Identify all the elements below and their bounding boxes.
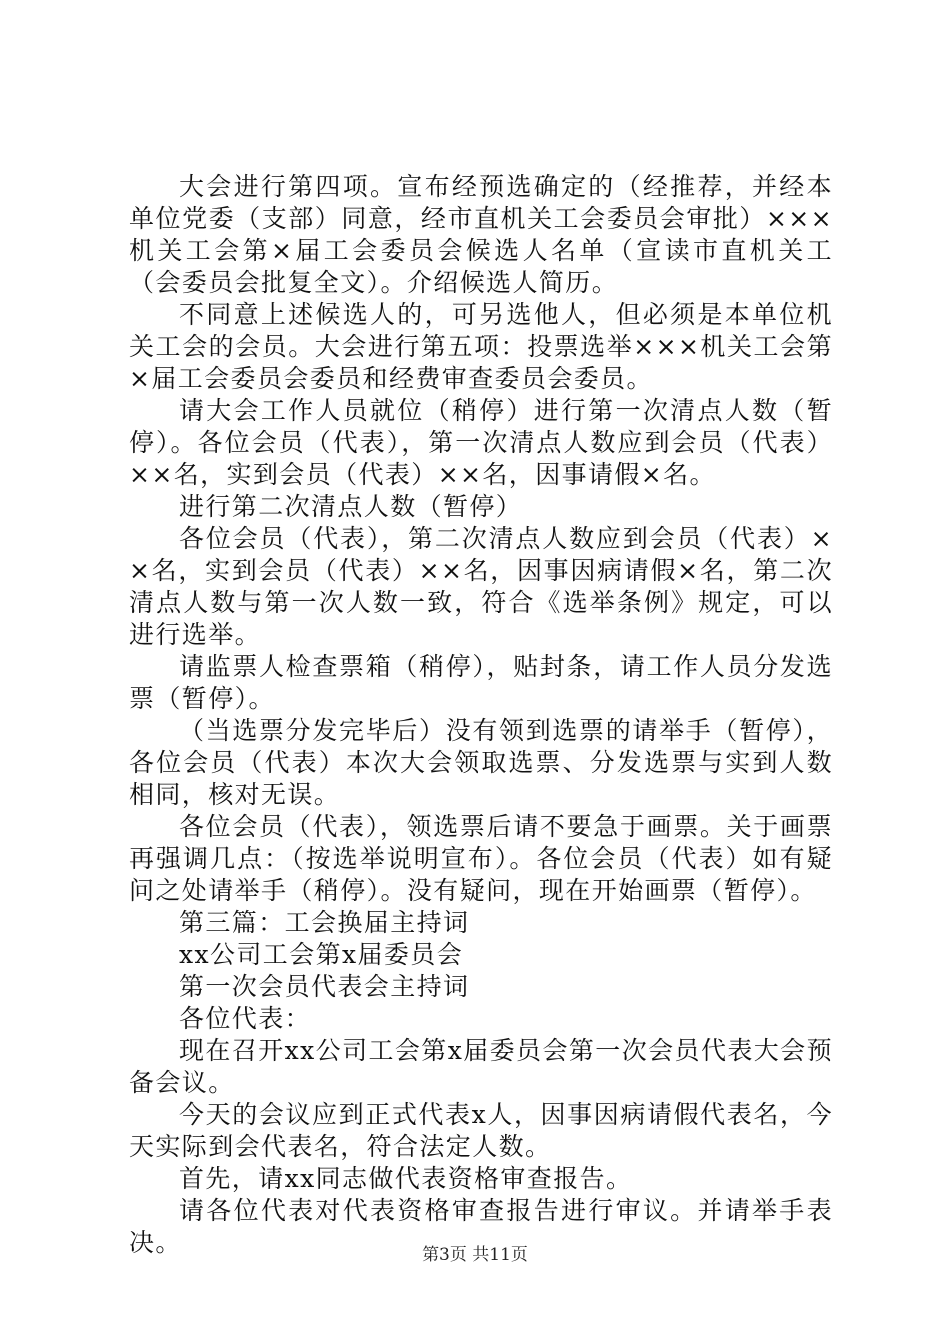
paragraph: 请各位代表对代表资格审查报告进行审议。并请举手表决。 xyxy=(129,1196,833,1257)
section-title: 第三篇：工会换届主持词 xyxy=(179,908,470,937)
paragraph: 首先，请xx同志做代表资格审查报告。 xyxy=(179,1164,633,1193)
page-footer: 第3页 共11页 xyxy=(422,1245,528,1265)
paragraph: 各位会员（代表），第二次清点人数应到会员（代表）××名，实到会员（代表）××名，因事因病请假×名，第二次清点人数与第一次人数一致，符合《选举条例》规定，可以进行选举。 xyxy=(129,524,833,649)
paragraph: 不同意上述候选人的，可另选他人，但必须是本单位机关工会的会员。大会进行第五项：投票选举×××机关工会第×届工会委员会委员和经费审查委员会委员。 xyxy=(129,300,833,393)
paragraph: xx公司工会第x届委员会 xyxy=(179,940,464,969)
paragraph: 今天的会议应到正式代表x人，因事因病请假代表名，今天实际到会代表名，符合法定人数。 xyxy=(129,1100,833,1161)
paragraph: 现在召开xx公司工会第x届委员会第一次会员代表大会预备会议。 xyxy=(129,1036,833,1097)
paragraph: 进行第二次清点人数（暂停） xyxy=(179,492,523,521)
paragraph: 第一次会员代表会主持词 xyxy=(179,972,470,1001)
paragraph: 各位代表： xyxy=(179,1004,312,1033)
paragraph: 各位会员（代表），领选票后请不要急于画票。关于画票再强调几点：（按选举说明宣布）。各位会员（代表）如有疑问之处请举手（稍停）。没有疑问，现在开始画票（暂停）。 xyxy=(129,812,833,905)
paragraph: （当选票分发完毕后）没有领到选票的请举手（暂停），各位会员（代表）本次大会领取选票、分发选票与实到人数相同，核对无误。 xyxy=(129,716,833,809)
document-body xyxy=(129,171,833,1259)
paragraph: 请大会工作人员就位（稍停）进行第一次清点人数（暂停）。各位会员（代表），第一次清点人数应到会员（代表）××名，实到会员（代表）××名，因事请假×名。 xyxy=(129,396,833,489)
paragraph: 请监票人检查票箱（稍停），贴封条，请工作人员分发选票（暂停）。 xyxy=(129,652,833,713)
paragraph: 大会进行第四项。宣布经预选确定的（经推荐，并经本单位党委（支部）同意，经市直机关工会委员会审批）×××机关工会第×届工会委员会候选人名单（宣读市直机关工（会委员会批复全文）。介绍候选人简历。 xyxy=(129,172,833,297)
